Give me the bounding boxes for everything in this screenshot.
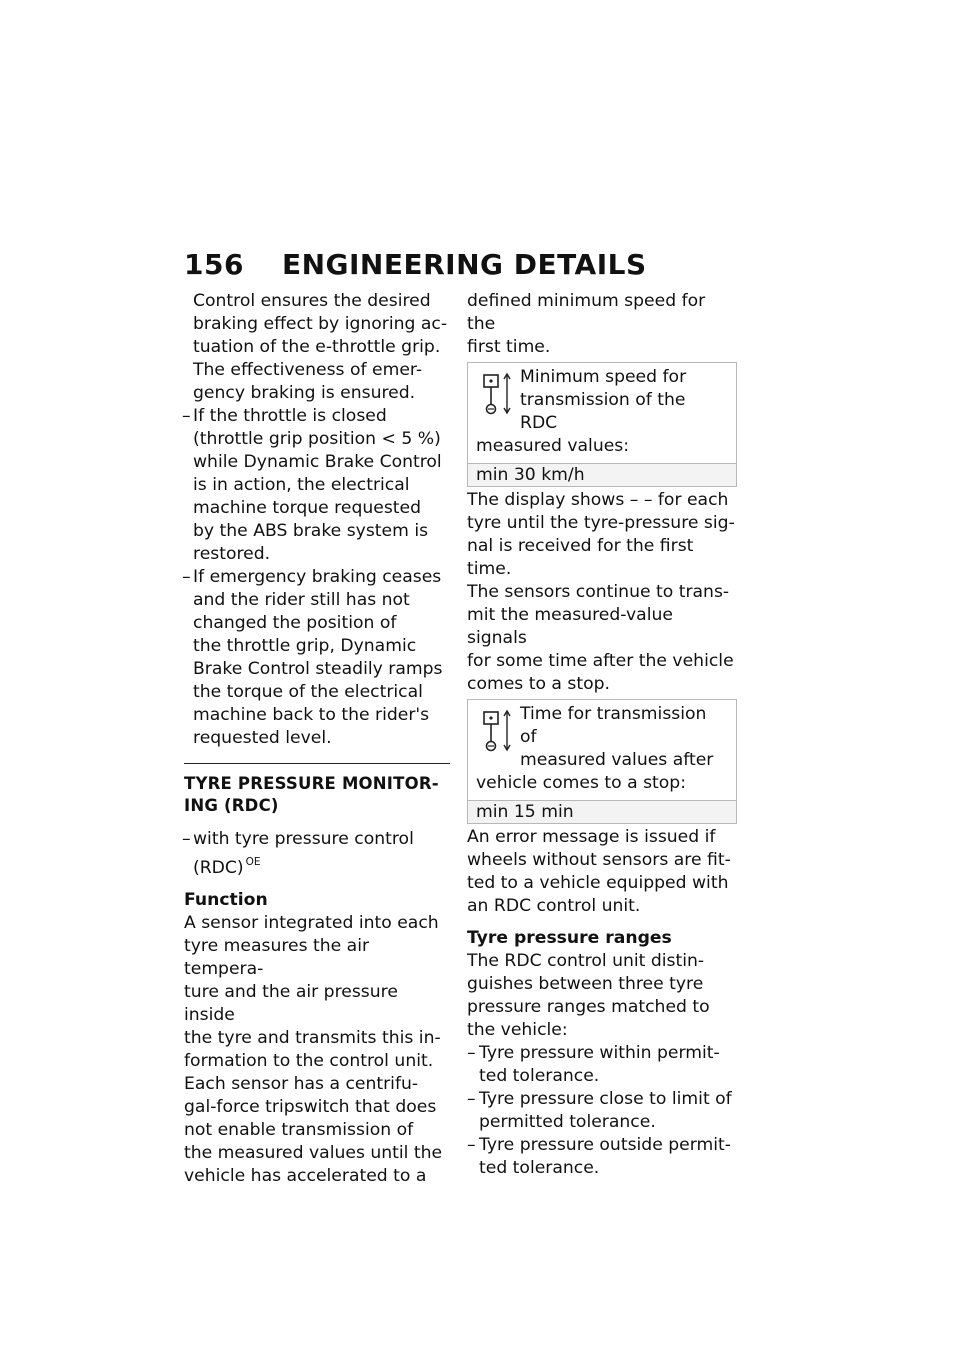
spec-measurement-icon <box>480 371 512 417</box>
text-line: first time. <box>467 337 551 357</box>
text-line: – Tyre pressure outside permit- <box>479 1135 731 1155</box>
list-item <box>184 405 450 566</box>
text-line: ted tolerance. <box>479 1158 600 1178</box>
text-line: an RDC control unit. <box>467 896 641 916</box>
text-line: the vehicle: <box>467 1020 568 1040</box>
text-line: requested level. <box>193 728 332 748</box>
spec-label-line: measured values: <box>476 436 630 456</box>
page-number: 156 <box>184 248 244 281</box>
spec-box-transmission-time <box>467 699 737 824</box>
text-line: gal-force tripswitch that does <box>184 1097 437 1117</box>
text-line: – Tyre pressure close to limit of <box>479 1089 732 1109</box>
text-line: ted tolerance. <box>479 1066 600 1086</box>
ranges-bullet-list <box>467 1042 737 1180</box>
page-title: ENGINEERING DETAILS <box>281 248 647 281</box>
ranges-paragraph <box>467 950 737 1042</box>
text-line: and the rider still has not <box>193 590 410 610</box>
spec-label-line: Time for transmission of <box>520 704 707 747</box>
text-line: guishes between three tyre <box>467 974 704 994</box>
spec-label-area <box>468 700 736 800</box>
text-line: machine torque requested <box>193 498 422 518</box>
text-line: the measured values until the <box>184 1143 443 1163</box>
right-column <box>467 290 737 1180</box>
text-line: nal is received for the first time. <box>467 536 694 579</box>
text-line: – If emergency braking ceases <box>193 567 442 587</box>
section-divider <box>184 763 450 764</box>
text-line: wheels without sensors are fit- <box>467 850 731 870</box>
text-line: braking effect by ignoring ac- <box>193 314 448 334</box>
text-line: tyre measures the air tempera- <box>184 936 370 979</box>
text-line: mit the measured-value signals <box>467 605 673 648</box>
page-header <box>184 244 647 280</box>
function-paragraph <box>184 912 450 1188</box>
text-line: the torque of the electrical <box>193 682 423 702</box>
heading-line: ING (RDC) <box>184 796 279 815</box>
spec-box-min-speed <box>467 362 737 487</box>
text-line: The sensors continue to trans- <box>467 582 730 602</box>
list-item <box>184 828 450 880</box>
text-line: permitted tolerance. <box>479 1112 656 1132</box>
text-line: – with tyre pressure control <box>193 829 414 849</box>
display-paragraph <box>467 489 737 696</box>
text-line: (throttle grip position < 5 %) <box>193 429 441 449</box>
text-line: The display shows – – for each <box>467 490 729 510</box>
text-line: vehicle has accelerated to a <box>184 1166 427 1186</box>
text-line: tyre until the tyre-pressure sig- <box>467 513 735 533</box>
text-line: ture and the air pressure inside <box>184 982 398 1025</box>
text-line: Brake Control steadily ramps <box>193 659 443 679</box>
text-line: formation to the control unit. <box>184 1051 434 1071</box>
ranges-heading: Tyre pressure ranges <box>467 928 672 948</box>
text-line: restored. <box>193 544 271 564</box>
spec-label-line: Minimum speed for <box>520 367 687 387</box>
continued-paragraph <box>184 290 450 405</box>
optional-equipment-mark: OE <box>245 856 261 868</box>
text-line: for some time after the vehicle <box>467 651 734 671</box>
list-item <box>467 1088 737 1134</box>
spec-value: min 30 km/h <box>468 463 736 486</box>
text-line: gency braking is ensured. <box>193 383 416 403</box>
equipment-text: (RDC) <box>193 858 244 878</box>
list-item <box>467 1134 737 1180</box>
spec-label-line: transmission of the RDC <box>520 390 686 433</box>
text-line: changed the position of <box>193 613 397 633</box>
text-line: Control ensures the desired <box>193 291 431 311</box>
list-item <box>184 566 450 750</box>
text-line: not enable transmission of <box>184 1120 414 1140</box>
spec-label-area <box>468 363 736 463</box>
text-line: – If the throttle is closed <box>193 406 387 426</box>
text-line: by the ABS brake system is <box>193 521 429 541</box>
text-line: ted to a vehicle equipped with <box>467 873 729 893</box>
text-line: An error message is issued if <box>467 827 716 847</box>
dbc-bullet-list <box>184 405 450 750</box>
list-item <box>467 1042 737 1088</box>
text-line: defined minimum speed for the <box>467 291 706 334</box>
text-line: pressure ranges matched to <box>467 997 710 1017</box>
text-line: while Dynamic Brake Control <box>193 452 442 472</box>
left-column <box>184 290 450 1188</box>
text-line: is in action, the electrical <box>193 475 410 495</box>
spec-label-line: vehicle comes to a stop: <box>476 773 687 793</box>
text-line: A sensor integrated into each <box>184 913 439 933</box>
text-line: machine back to the rider's <box>193 705 430 725</box>
spec-measurement-icon <box>480 708 512 754</box>
text-line: Each sensor has a centrifu- <box>184 1074 419 1094</box>
equipment-list <box>184 828 450 880</box>
function-heading: Function <box>184 890 268 910</box>
text-line: The RDC control unit distin- <box>467 951 705 971</box>
text-line: the tyre and transmits this in- <box>184 1028 441 1048</box>
spec-label-line: measured values after <box>520 750 714 770</box>
text-line <box>193 851 450 880</box>
error-paragraph <box>467 826 737 918</box>
continued-paragraph <box>467 290 737 359</box>
text-line: the throttle grip, Dynamic <box>193 636 417 656</box>
text-line: comes to a stop. <box>467 674 610 694</box>
text-line: The effectiveness of emer- <box>193 360 423 380</box>
spec-value: min 15 min <box>468 800 736 823</box>
text-line: – Tyre pressure within permit- <box>479 1043 720 1063</box>
section-heading <box>184 773 450 817</box>
heading-line: TYRE PRESSURE MONITOR- <box>184 774 439 793</box>
text-line: tuation of the e-throttle grip. <box>193 337 441 357</box>
